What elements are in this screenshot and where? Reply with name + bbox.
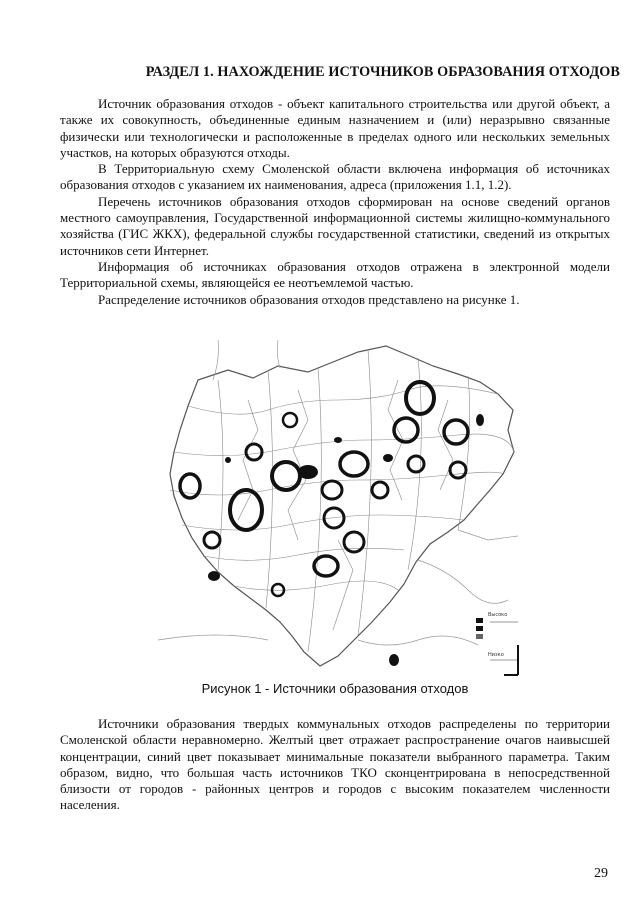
section-heading: РАЗДЕЛ 1. НАХОЖДЕНИЕ ИСТОЧНИКОВ ОБРАЗОВАНИЯ ОТХОДОВ	[145, 64, 620, 80]
paragraph: Перечень источников образования отходов сформирован на основе сведений органов местного самоуправления, Государственной информационной системы жилищно-коммунального хозяйства (ГИС ЖКХ), федеральной службы государственной статистики, сведений из открытых источников сети Интернет.	[60, 193, 610, 258]
paragraph: Распределение источников образования отходов представлено на рисунке 1.	[98, 291, 520, 307]
dense-clusters	[208, 414, 484, 666]
paragraph: Источники образования твердых коммунальных отходов распределены по территории Смоленской области неравномерно. Желтый цвет отражает распространение очагов наивысшей концентрации, синий цвет показывает минимальные показатели выбранного параметра. Таким образом, видно, что большая часть источников ТКО сконцентрирована в непосредственной близости от городов - районных центров и городов с высоким показателем численности населения.	[60, 716, 610, 813]
paragraph: Источник образования отходов - объект капитального строительства или другой объект, а также их совокупность, объединенные единым назначением и (или) неразрывно связанные физически или технологически и расположенные в пределах одного или нескольких земельных участков, на которых образуются отходы.	[60, 96, 610, 160]
legend-high-label: Высоко	[488, 612, 508, 618]
region-map-svg	[158, 340, 520, 680]
figure-caption: Рисунок 1 - Источники образования отходов	[201, 681, 469, 696]
region-outline	[170, 346, 514, 666]
intro-text-block	[60, 96, 610, 308]
paragraph: Информация об источниках образования отходов отражена в электронной модели Территориальной схемы, являющейся ее неотъемлемой частью.	[60, 258, 610, 291]
waste-sources-map	[158, 340, 520, 680]
map-legend	[476, 612, 518, 675]
page-number: 29	[594, 866, 608, 881]
waste-hotspots	[180, 382, 468, 596]
conclusion-text-block	[60, 716, 610, 814]
legend-low-label: Низко	[488, 652, 504, 658]
paragraph: В Территориальную схему Смоленской области включена информация об источниках образования отходов с указанием их наименования, адреса (приложения 1.1, 1.2).	[60, 161, 610, 193]
district-boundaries	[170, 350, 514, 652]
